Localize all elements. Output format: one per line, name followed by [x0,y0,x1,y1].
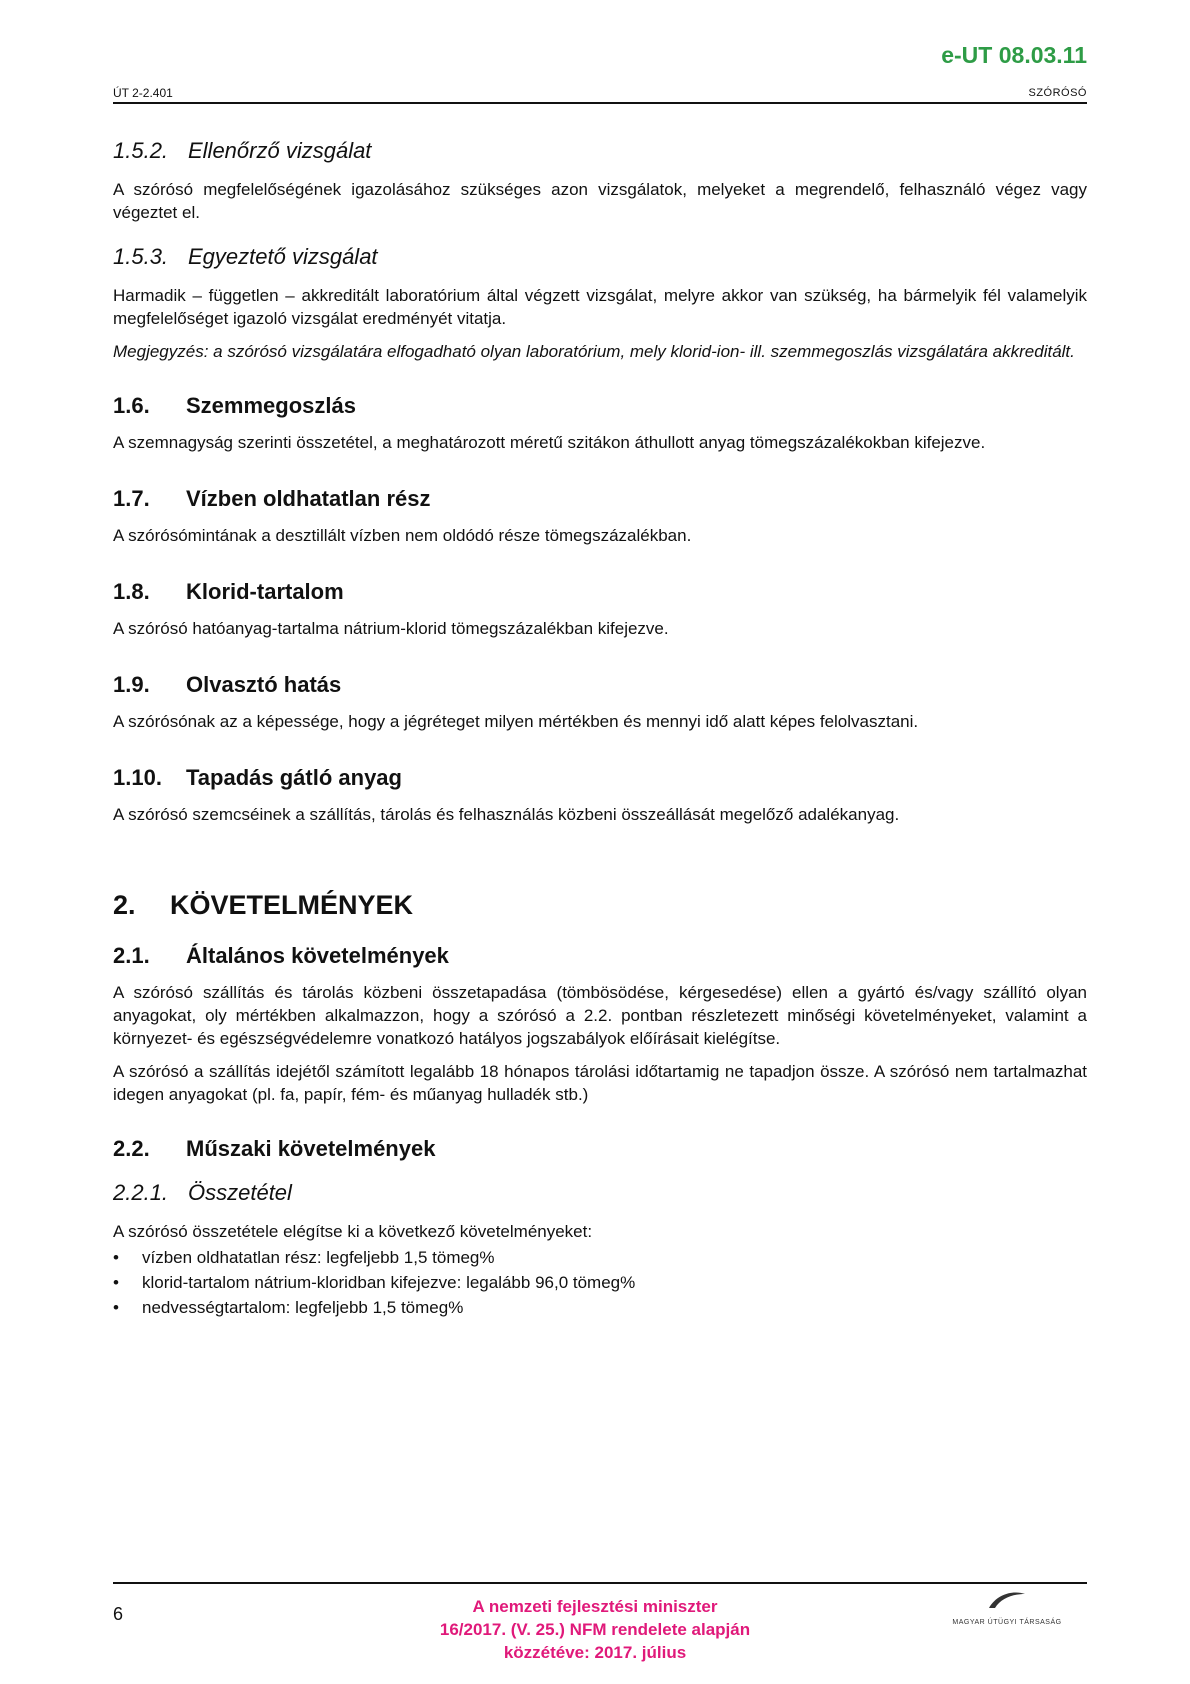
heading-number: 2.2.1. [113,1180,169,1205]
heading-2-1 [113,943,1087,969]
page-number: 6 [113,1604,124,1624]
footer-publication-note [360,1595,830,1664]
footer-rule [113,1582,1087,1584]
heading-title: Általános követelmények [186,943,449,968]
heading-1-5-3 [113,244,1087,270]
heading-number: 1.9. [113,672,150,697]
heading-1-6 [113,393,1087,419]
paragraph-1-6: A szemnagyság szerinti összetétel, a meghatározott méretű szitákon áthullott anyag tömegszázalékokban kifejezve. [113,433,986,452]
heading-number: 1.7. [113,486,150,511]
heading-title: Tapadás gátló anyag [186,765,402,790]
paragraph-1-5-3: Harmadik – független – akkreditált laboratórium által végzett vizsgálat, melyre akkor van szükség, ha bármelyik fél valamelyik megfelelőséget igazoló vizsgálat eredményét vitatja. [113,286,1087,328]
footer-line: A nemzeti fejlesztési miniszter [472,1597,718,1616]
main-content [113,138,1087,1320]
heading-title: Egyeztető vizsgálat [188,244,378,269]
heading-title: Klorid-tartalom [186,579,344,604]
heading-2 [113,890,1087,921]
paragraph-2-2-1: A szórósó összetétele elégítse ki a következő követelményeket: [113,1222,593,1241]
logo-swoosh-icon [987,1590,1027,1610]
heading-1-5-2 [113,138,1087,164]
road-society-logo-icon [927,1590,1087,1630]
paragraph-1-8: A szórósó hatóanyag-tartalma nátrium-klorid tömegszázalékban kifejezve. [113,619,669,638]
header-standard-number: ÚT 2-2.401 [113,86,173,100]
paragraph-2-1-b: A szórósó a szállítás idejétől számított legalább 18 hónapos tárolási időtartamig ne tapadjon össze. A szórósó nem tartalmazhat idegen anyagokat (pl. fa, papír, fém- és műanyag hulladék stb.) [113,1062,1087,1104]
heading-1-8 [113,579,1087,605]
list-item: • nedvességtartalom: legfeljebb 1,5 tömeg% [113,1295,1087,1320]
heading-2-2 [113,1136,1087,1162]
header-subject: SZÓRÓSÓ [1028,87,1087,99]
logo-text: MAGYAR ÚTÜGYI TÁRSASÁG [952,1619,1062,1626]
heading-title: Vízben oldhatatlan rész [186,486,431,511]
paragraph-2-1-a: A szórósó szállítás és tárolás közbeni összetapadása (tömbösödése, kérgesedése) ellen a gyártó és/vagy szállító olyan anyagokat, oly mértékben alkalmazzon, hogy a szórósó a 2.2. pontban részletezett minőségi követelményeket, valamint a környezet- és egészségvédelemre vonatkozó hatályos jogszabályok előírásait kielégítse. [113,983,1087,1048]
list-item: • vízben oldhatatlan rész: legfeljebb 1,5 tömeg% [113,1245,1087,1270]
heading-title: Olvasztó hatás [186,672,342,697]
document-code: e-UT 08.03.11 [941,42,1087,68]
heading-number: 1.5.3. [113,244,169,269]
heading-title: KÖVETELMÉNYEK [170,890,414,920]
heading-2-2-1 [113,1180,1087,1206]
heading-1-7 [113,486,1087,512]
heading-1-10 [113,765,1087,791]
heading-number: 1.6. [113,393,150,418]
paragraph-1-7: A szórósómintának a desztillált vízben nem oldódó része tömegszázalékban. [113,526,692,545]
heading-number: 1.10. [113,765,162,790]
paragraph-1-5-2: A szórósó megfelelőségének igazolásához szükséges azon vizsgálatok, melyeket a megrendelő, felhasználó végez vagy végeztet el. [113,180,1087,222]
heading-1-9 [113,672,1087,698]
footer-line: 16/2017. (V. 25.) NFM rendelete alapján [439,1620,751,1639]
heading-title: Összetétel [188,1180,292,1205]
paragraph-1-9: A szórósónak az a képessége, hogy a jégréteget milyen mértékben és mennyi idő alatt képes felolvasztani. [113,712,919,731]
header-rule [113,102,1087,104]
heading-title: Műszaki követelmények [186,1136,436,1161]
paragraph-1-10: A szórósó szemcséinek a szállítás, tárolás és felhasználás közbeni összeállását megelőző adalékanyag. [113,805,900,824]
heading-number: 2.2. [113,1136,150,1161]
heading-number: 1.8. [113,579,150,604]
heading-number: 2.1. [113,943,150,968]
list-item: • klorid-tartalom nátrium-kloridban kifejezve: legalább 96,0 tömeg% [113,1270,1087,1295]
heading-title: Ellenőrző vizsgálat [188,138,372,163]
heading-number: 1.5.2. [113,138,169,163]
heading-title: Szemmegoszlás [186,393,356,418]
heading-number: 2. [113,890,136,920]
requirements-list [113,1245,1087,1320]
footer-line: közzétéve: 2017. július [503,1643,687,1662]
note-1-5-3: Megjegyzés: a szórósó vizsgálatára elfogadható olyan laboratórium, mely klorid-ion- ill. szemmegoszlás vizsgálatára akkreditált. [113,342,1075,361]
